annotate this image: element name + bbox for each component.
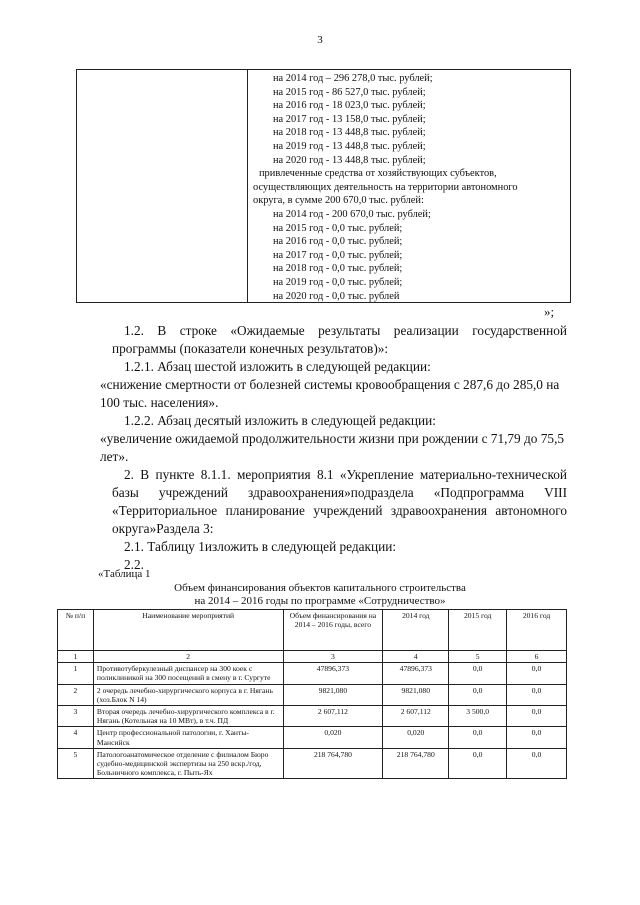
funding-line: осуществляющих деятельность на территории автономного xyxy=(253,181,518,193)
funding-line: на 2014 год - 200 670,0 тыс. рублей; xyxy=(273,208,431,220)
amount-2014: 47896,373 xyxy=(383,663,449,684)
funding-line: на 2018 год - 0,0 тыс. рублей; xyxy=(273,263,403,275)
amount-2014: 2 607,112 xyxy=(383,706,449,727)
funding-line: на 2017 год - 13 158,0 тыс. рублей; xyxy=(273,113,426,125)
row-number: 2 xyxy=(58,684,94,705)
row-number: 4 xyxy=(58,727,94,748)
table-row xyxy=(58,748,567,779)
funding-line: на 2020 год - 13 448,8 тыс. рублей; xyxy=(273,154,426,166)
amount-2016: 0,0 xyxy=(507,727,567,748)
funding-lines xyxy=(253,72,569,303)
header-cell: Наименование мероприятий xyxy=(93,610,283,651)
row-number: 5 xyxy=(58,748,94,779)
amount-2016: 0,0 xyxy=(507,748,567,779)
paragraph-3: «снижение смертности от болезней системы кровообращения с 287,6 до 285,0 на 100 тыс. населения». xyxy=(100,377,560,410)
column-number: 4 xyxy=(383,651,449,663)
project-name: Патологоанатомическое отделение с филиалом Бюро судебно-медицинской экспертизы на 250 вскр./год, Больничного комплекса, г. Пыть-Ях xyxy=(93,748,283,779)
column-number: 6 xyxy=(507,651,567,663)
paragraph-7: 2.1. Таблицу 1изложить в следующей редакции: xyxy=(124,539,397,554)
table-title-line-1: Объем финансирования объектов капитального строительства xyxy=(174,582,466,594)
total-amount: 218 764,780 xyxy=(283,748,383,779)
project-name: Вторая очередь лечебно-хирургического комплекса в г. Нягань (Котельная на 10 МВт), в т.ч. ПД xyxy=(93,706,283,727)
funding-line: на 2016 год - 18 023,0 тыс. рублей; xyxy=(273,100,426,112)
header-cell: Объем финансирования на 2014 – 2016 годы, всего xyxy=(283,610,383,651)
header-cell: № п/п xyxy=(58,610,94,651)
amount-2016: 0,0 xyxy=(507,663,567,684)
total-amount: 9821,080 xyxy=(283,684,383,705)
amount-2015: 0,0 xyxy=(449,684,507,705)
header-cell: 2016 год xyxy=(507,610,567,651)
funding-line: округа, в сумме 200 670,0 тыс. рублей: xyxy=(253,195,424,207)
column-number: 2 xyxy=(93,651,283,663)
project-name: Противотуберкулезный диспансер на 300 коек с поликлиникой на 300 посещений в смену в г. Сургуте xyxy=(93,663,283,684)
total-amount: 0,020 xyxy=(283,727,383,748)
funding-line: на 2018 год - 13 448,8 тыс. рублей; xyxy=(273,127,426,139)
project-name: Центр профессиональной патологии, г. Ханты-Мансийск xyxy=(93,727,283,748)
amount-2015: 0,0 xyxy=(449,663,507,684)
row-number: 1 xyxy=(58,663,94,684)
paragraph-8: 2.2. xyxy=(124,557,144,572)
financing-table xyxy=(57,609,567,779)
paragraph-4: 1.2.2. Абзац десятый изложить в следующей редакции: xyxy=(124,413,436,428)
funding-line: на 2019 год - 13 448,8 тыс. рублей; xyxy=(273,140,426,152)
amount-2015: 0,0 xyxy=(449,748,507,779)
funding-line: на 2019 год - 0,0 тыс. рублей; xyxy=(273,276,403,288)
total-amount: 2 607,112 xyxy=(283,706,383,727)
table-title-line-2: на 2014 – 2016 годы по программе «Сотрудничество» xyxy=(194,595,446,607)
row-number: 3 xyxy=(58,706,94,727)
total-amount: 47896,373 xyxy=(283,663,383,684)
funding-line: на 2017 год - 0,0 тыс. рублей; xyxy=(273,249,403,261)
amount-2016: 0,0 xyxy=(507,706,567,727)
amount-2015: 3 500,0 xyxy=(449,706,507,727)
amendment-text xyxy=(100,322,567,574)
paragraph-1: 1.2. В строке «Ожидаемые результаты реализации государственной программы (показатели конечных результатов)»: xyxy=(112,323,567,356)
page-number: 3 xyxy=(317,34,323,46)
funding-line: на 2020 год - 0,0 тыс. рублей xyxy=(273,290,400,302)
funding-line: на 2014 год – 296 278,0 тыс. рублей; xyxy=(273,73,433,84)
funding-line: на 2015 год - 0,0 тыс. рублей; xyxy=(273,222,403,234)
table-header-row xyxy=(58,610,567,651)
amount-2014: 218 764,780 xyxy=(383,748,449,779)
paragraph-5: «увеличение ожидаемой продолжительности жизни при рождении с 71,79 до 75,5 лет». xyxy=(100,431,565,464)
paragraph-2: 1.2.1. Абзац шестой изложить в следующей редакции: xyxy=(124,359,431,374)
quote-end: »; xyxy=(544,304,555,319)
table-row xyxy=(58,663,567,684)
amount-2015: 0,0 xyxy=(449,727,507,748)
funding-line: на 2016 год - 0,0 тыс. рублей; xyxy=(273,236,403,248)
header-cell: 2014 год xyxy=(383,610,449,651)
table-row xyxy=(58,684,567,705)
table-divider xyxy=(247,70,248,302)
project-name: 2 очередь лечебно-хирургического корпуса в г. Нягань (хоз.Блок N 14) xyxy=(93,684,283,705)
column-number-row xyxy=(58,651,567,663)
funding-line: на 2015 год - 86 527,0 тыс. рублей; xyxy=(273,86,426,98)
column-number: 1 xyxy=(58,651,94,663)
paragraph-6: 2. В пункте 8.1.1. мероприятия 8.1 «Укрепление материально-технической базы учреждений здравоохранения»подраздела «Подпрограмма VIII «Территориальное планирование учреждений здравоохранения автономного округа»Раздела 3: xyxy=(112,467,567,536)
continuation-table xyxy=(76,69,571,303)
column-number: 5 xyxy=(449,651,507,663)
table-row xyxy=(58,706,567,727)
amount-2016: 0,0 xyxy=(507,684,567,705)
table-label: «Таблица 1 xyxy=(98,568,151,580)
table-row xyxy=(58,727,567,748)
header-cell: 2015 год xyxy=(449,610,507,651)
amount-2014: 9821,080 xyxy=(383,684,449,705)
amount-2014: 0,020 xyxy=(383,727,449,748)
funding-line: привлеченные средства от хозяйствующих субъектов, xyxy=(259,168,497,180)
column-number: 3 xyxy=(283,651,383,663)
